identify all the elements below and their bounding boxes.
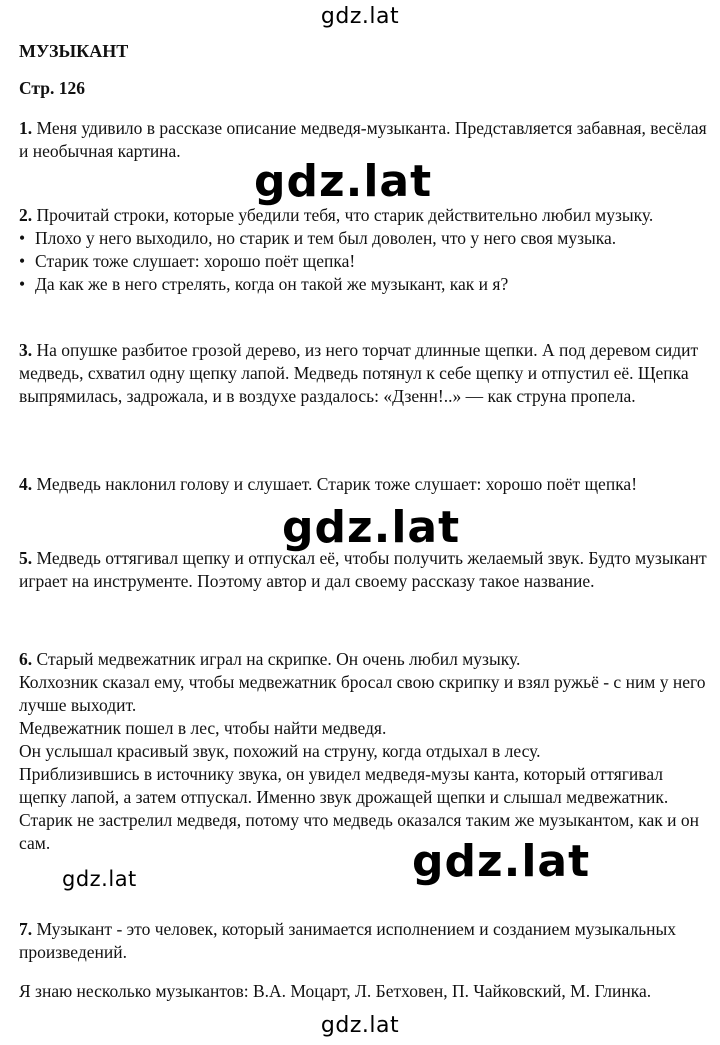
answer-4-number: 4. — [19, 474, 33, 494]
page-title-block — [19, 40, 709, 63]
page-number: Стр. 126 — [19, 78, 85, 98]
answer-6-line: Старик не застрелил медведя, потому что медведь оказался таким же музыкантом, как и он сам. — [19, 810, 699, 853]
answer-7-text: Музыкант - это человек, который занимается исполнением и созданием музыкальных произведений. — [19, 919, 676, 962]
page-number-block — [19, 77, 709, 100]
answer-3-text: На опушке разбитое грозой дерево, из него торчат длинные щепки. А под деревом сидит медведь, схватил одну щепку лапой. Медведь потянул к себе щепку и отпустил её. Щепка выпрямилась, задрожала, и в воздухе раздалось: «Дзенн!..» — как струна пропела. — [19, 340, 699, 406]
answer-6-number: 6. — [19, 649, 33, 669]
answer-2 — [19, 204, 709, 296]
answer-4 — [19, 473, 709, 496]
answer-7 — [19, 918, 709, 964]
answer-7-extra: Я знаю несколько музыкантов: В.А. Моцарт, Л. Бетховен, П. Чайковский, М. Глинка. — [19, 981, 652, 1001]
answer-2-bullet: • Старик тоже слушает: хорошо поёт щепка! — [19, 250, 709, 273]
answer-3-number: 3. — [19, 340, 33, 360]
answer-2-bullet: • Плохо у него выходило, но старик и тем был доволен, что у него своя музыка. — [19, 227, 709, 250]
answer-1-text: Меня удивило в рассказе описание медведя-музыканта. Представляется забавная, весёлая и необычная картина. — [19, 118, 707, 161]
answer-5-text: Медведь оттягивал щепку и отпускал её, чтобы получить желаемый звук. Будто музыкант играет на инструменте. Поэтому автор и дал своему рассказу такое название. — [19, 548, 707, 591]
watermark-small: gdz.lat — [62, 867, 137, 891]
answer-5-number: 5. — [19, 548, 33, 568]
answer-6-line: Приблизившись в источнику звука, он увидел медведя-музы канта, который оттягивал щепку лапой, а затем отпускал. Именно звук дрожащей щепки и слышал медвежатник. — [19, 764, 669, 807]
answer-6 — [19, 648, 709, 855]
answer-7-number: 7. — [19, 919, 33, 939]
watermark-bottom: gdz.lat — [320, 1013, 400, 1038]
answer-6-line: Он услышал красивый звук, похожий на струну, когда отдыхал в лесу. — [19, 741, 541, 761]
answer-7-extra-block — [19, 980, 709, 1003]
answer-6-text: Старый медвежатник играл на скрипке. Он очень любил музыку. — [32, 649, 521, 669]
watermark-large: gdz.lat — [412, 836, 591, 887]
answer-2-number: 2. — [19, 205, 33, 225]
answer-5 — [19, 547, 709, 593]
answer-4-text: Медведь наклонил голову и слушает. Старик тоже слушает: хорошо поёт щепка! — [32, 474, 638, 494]
watermark-large: gdz.lat — [282, 502, 461, 553]
answer-6-line: Медвежатник пошел в лес, чтобы найти медведя. — [19, 718, 387, 738]
watermark-top: gdz.lat — [320, 4, 400, 29]
answer-6-line: Колхозник сказал ему, чтобы медвежатник бросал свою скрипку и взял ружьё - с ним у него лучше выходит. — [19, 672, 706, 715]
answer-1-number: 1. — [19, 118, 33, 138]
answer-2-bullet: • Да как же в него стрелять, когда он такой же музыкант, как и я? — [19, 273, 709, 296]
page-title: МУЗЫКАНТ — [19, 41, 129, 61]
watermark-large: gdz.lat — [254, 156, 433, 207]
answer-3 — [19, 339, 709, 408]
answer-2-text: Прочитай строки, которые убедили тебя, что старик действительно любил музыку. — [32, 205, 654, 225]
